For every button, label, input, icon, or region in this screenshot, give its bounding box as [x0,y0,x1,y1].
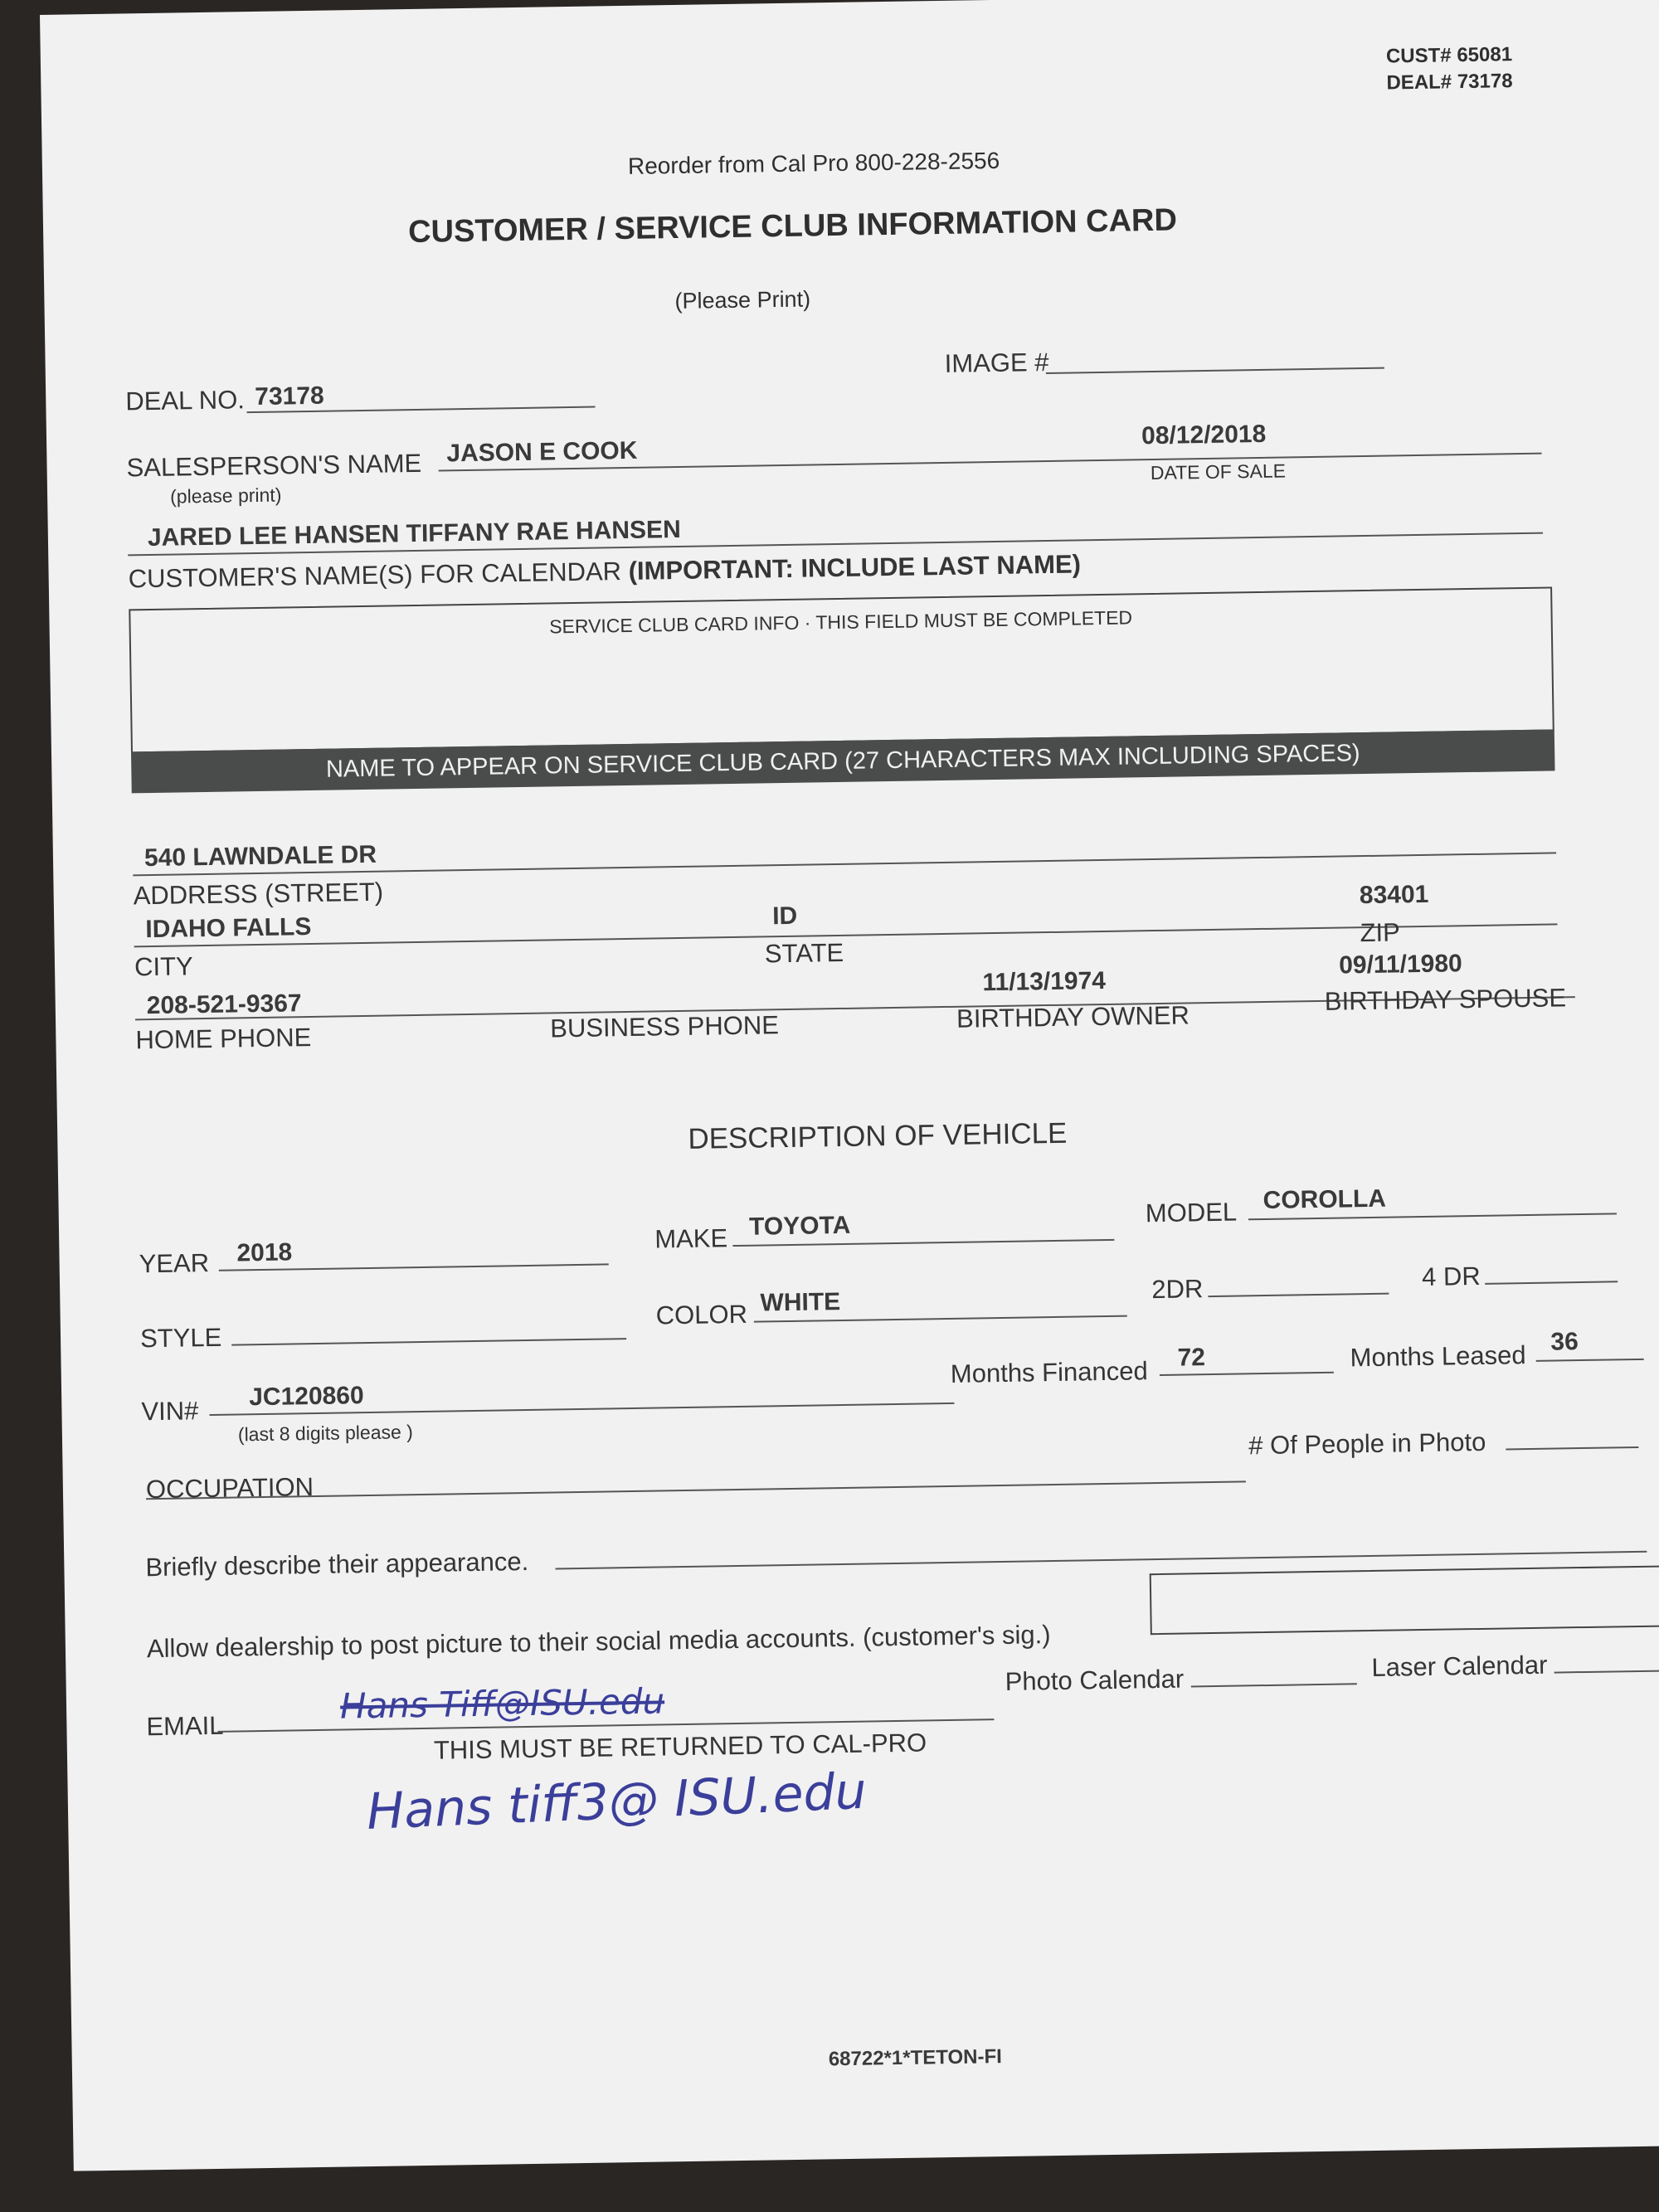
salesperson-label: SALESPERSON'S NAME [126,448,422,483]
appearance-label: Briefly describe their appearance. [145,1546,529,1582]
year-value[interactable]: 2018 [236,1238,293,1267]
laser-calendar-line[interactable] [1554,1670,1659,1674]
social-media-label: Allow dealership to post picture to their social media accounts. (customer's sig.) [146,1620,1051,1664]
make-label: MAKE [654,1223,728,1254]
model-value[interactable]: COROLLA [1262,1184,1387,1215]
salesperson-sub: (please print) [169,484,282,508]
color-value[interactable]: WHITE [760,1288,841,1317]
customer-names-important: (IMPORTANT: INCLUDE LAST NAME) [628,549,1082,586]
people-in-photo-line[interactable] [1506,1446,1638,1451]
zip-value[interactable]: 83401 [1359,880,1429,910]
laser-calendar-label: Laser Calendar [1371,1650,1548,1683]
form-code: 68722*1*TETON-FI [828,2045,1003,2071]
color-label: COLOR [655,1299,748,1330]
address-label: ADDRESS (STREET) [133,877,384,911]
appearance-line[interactable] [555,1551,1647,1570]
date-of-sale-label: DATE OF SALE [1150,459,1287,484]
months-leased-value[interactable]: 36 [1550,1328,1579,1356]
city-value[interactable]: IDAHO FALLS [145,912,312,944]
photo-calendar-line[interactable] [1191,1683,1357,1687]
deal-number: DEAL# 73178 [1386,70,1513,95]
email-handwritten: Hans tiff3@ ISU.edu [365,1762,868,1841]
state-value[interactable]: ID [771,902,798,931]
deal-no-label: DEAL NO. [125,385,246,416]
city-label: CITY [134,951,193,982]
birthday-owner-label: BIRTHDAY OWNER [956,1000,1190,1033]
vin-sub: (last 8 digits please ) [237,1421,414,1446]
home-phone-value[interactable]: 208-521-9367 [146,989,302,1020]
service-club-heading: SERVICE CLUB CARD INFO · THIS FIELD MUST BE COMPLETED [549,606,1133,638]
signature-box[interactable] [1150,1565,1659,1635]
return-note: THIS MUST BE RETURNED TO CAL-PRO [433,1728,927,1765]
form-paper [40,0,1659,2171]
vin-value[interactable]: JC120860 [248,1382,364,1412]
cust-number: CUST# 65081 [1385,43,1513,68]
image-no-line[interactable] [1046,367,1384,374]
style-line[interactable] [231,1338,626,1345]
home-phone-label: HOME PHONE [135,1023,312,1055]
date-of-sale-value[interactable]: 08/12/2018 [1141,420,1267,450]
two-door-line[interactable] [1208,1293,1389,1297]
city-state-zip-line [134,923,1558,947]
make-value[interactable]: TOYOTA [748,1211,851,1241]
two-door-label: 2DR [1151,1274,1204,1305]
occupation-label: OCCUPATION [145,1472,314,1505]
email-label: EMAIL [146,1710,224,1742]
birthday-owner-value[interactable]: 11/13/1974 [982,966,1107,997]
salesperson-value[interactable]: JASON E COOK [446,436,638,468]
months-financed-value[interactable]: 72 [1177,1344,1206,1372]
four-door-label: 4 DR [1421,1261,1481,1292]
birthday-spouse-label: BIRTHDAY SPOUSE [1324,983,1567,1016]
please-print-note: (Please Print) [674,286,811,314]
four-door-line[interactable] [1485,1281,1618,1285]
customer-names-value[interactable]: JARED LEE HANSEN TIFFANY RAE HANSEN [147,515,681,552]
email-struck-handwriting: Hans Tiff@ISU.edu [339,1680,665,1727]
customer-names-label [128,549,1081,594]
vin-label: VIN# [141,1396,199,1427]
vehicle-heading: DESCRIPTION OF VEHICLE [688,1116,1068,1155]
address-value[interactable]: 540 LAWNDALE DR [144,840,377,873]
state-label: STATE [764,937,844,969]
zip-label: ZIP [1360,917,1401,948]
form-title: CUSTOMER / SERVICE CLUB INFORMATION CARD [407,202,1178,250]
months-leased-line [1536,1359,1644,1362]
months-leased-label: Months Leased [1350,1340,1526,1373]
photo-calendar-label: Photo Calendar [1005,1664,1185,1696]
image-no-label: IMAGE # [944,347,1049,378]
customer-names-label-text: CUSTOMER'S NAME(S) FOR CALENDAR [128,557,622,594]
people-in-photo-label: # Of People in Photo [1248,1427,1486,1461]
service-club-bar-text: NAME TO APPEAR ON SERVICE CLUB CARD (27 CHARACTERS MAX INCLUDING SPACES) [325,740,1360,783]
style-label: STYLE [139,1322,222,1354]
reorder-note: Reorder from Cal Pro 800-228-2556 [627,147,1000,179]
business-phone-label: BUSINESS PHONE [549,1010,780,1043]
service-club-box[interactable] [129,586,1554,753]
deal-no-value[interactable]: 73178 [255,382,324,411]
months-financed-label: Months Financed [950,1356,1148,1388]
year-label: YEAR [139,1247,210,1279]
model-label: MODEL [1145,1197,1238,1228]
birthday-spouse-value[interactable]: 09/11/1980 [1338,950,1462,980]
